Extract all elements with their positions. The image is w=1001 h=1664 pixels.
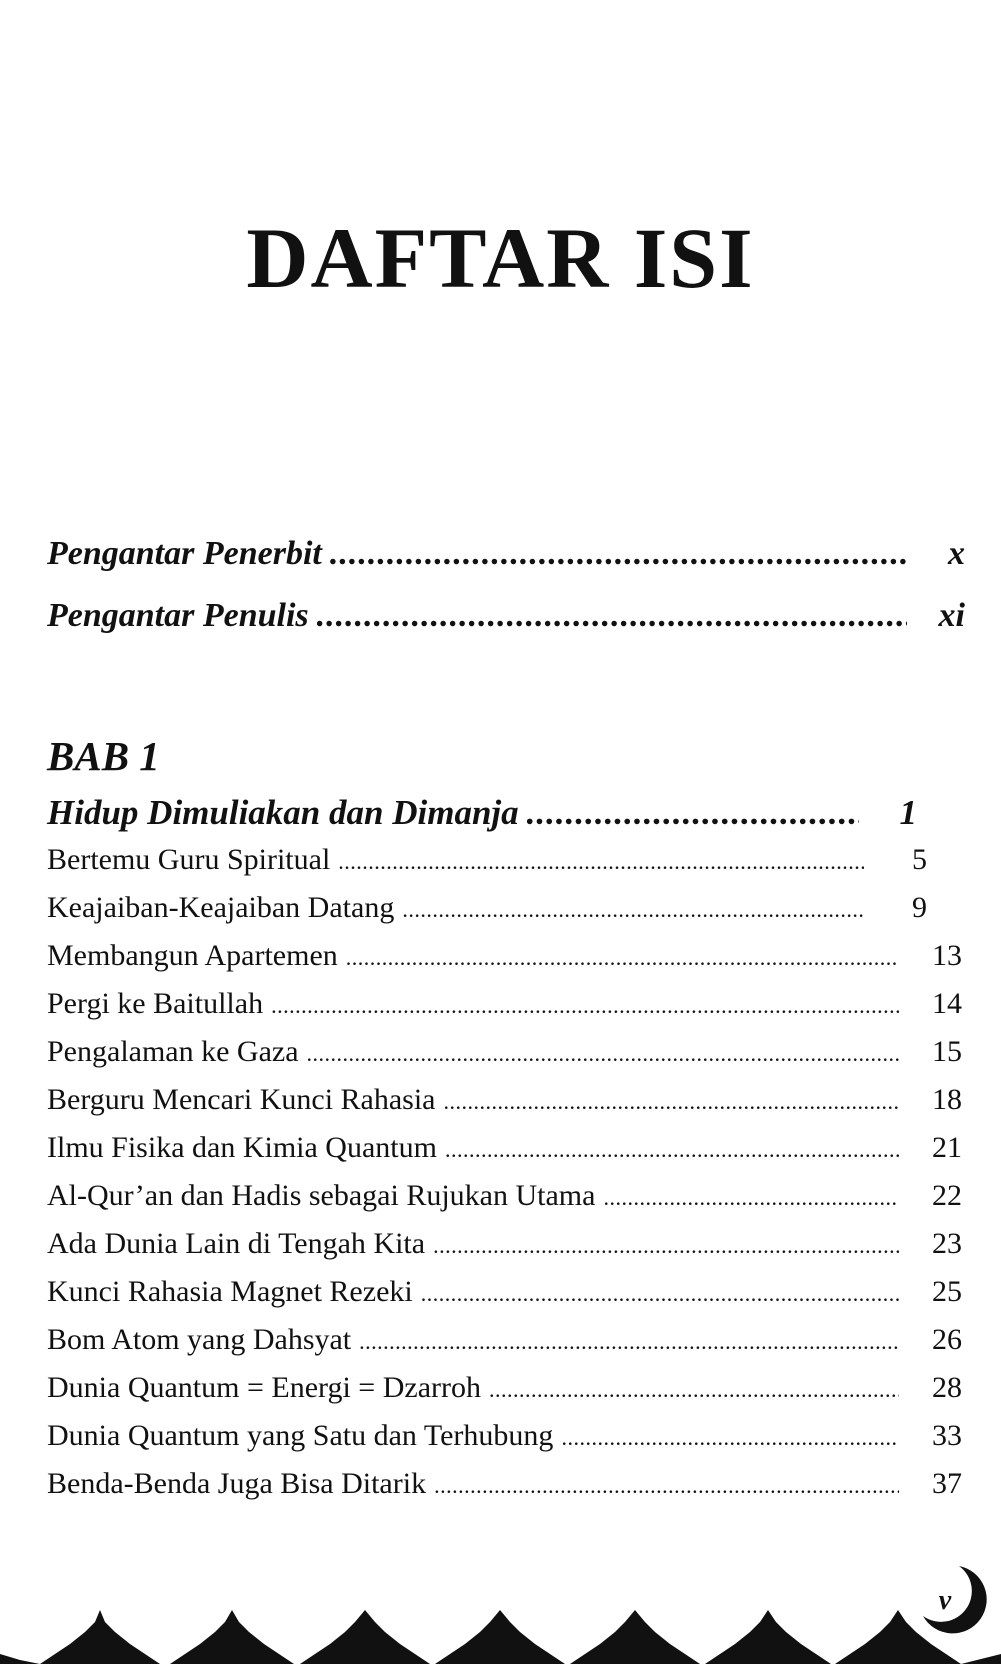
toc-entry-label: Kunci Rahasia Magnet Rezeki (47, 1275, 413, 1308)
dot-leader (402, 897, 864, 923)
dot-leader (330, 535, 907, 573)
toc-entry-label: Benda-Benda Juga Bisa Ditarik (47, 1467, 427, 1500)
toc-entry-section[interactable] (47, 1083, 962, 1117)
toc-entry-page: 9 (912, 891, 927, 924)
toc-entry-label: Dunia Quantum = Energi = Dzarroh (47, 1371, 482, 1404)
toc-entry-label: Pengantar Penerbit (47, 535, 322, 572)
dot-leader (359, 1329, 899, 1355)
chapter-title: Hidup Dimuliakan dan Dimanja (47, 793, 519, 832)
toc-entry-page: x (948, 535, 965, 572)
toc-entry-label: Membangun Apartemen (47, 939, 338, 972)
chapter-page: 1 (899, 793, 917, 832)
toc-entry-section[interactable] (47, 1035, 962, 1069)
dot-leader (445, 1137, 899, 1163)
dot-leader (527, 793, 859, 833)
toc-entry-label: Bertemu Guru Spiritual (47, 843, 331, 876)
toc-entry-label: Pengantar Penulis (47, 597, 309, 634)
toc-entry-chapter[interactable] (47, 793, 917, 833)
toc-entry-page: 18 (932, 1083, 962, 1116)
toc-entry-section[interactable] (47, 1275, 962, 1309)
toc-entry-page: 14 (932, 987, 962, 1020)
toc-entry-page: 23 (932, 1227, 962, 1260)
toc-entry-label: Bom Atom yang Dahsyat (47, 1323, 352, 1356)
toc-entry-section[interactable] (47, 1323, 962, 1357)
toc-entry-label: Dunia Quantum yang Satu dan Terhubung (47, 1419, 554, 1452)
toc-entry-page: 28 (932, 1371, 962, 1404)
dot-leader (338, 849, 864, 875)
toc-entry-page: 25 (932, 1275, 962, 1308)
dot-leader (317, 597, 907, 635)
dot-leader (271, 993, 899, 1019)
toc-entry-label: Berguru Mencari Kunci Rahasia (47, 1083, 436, 1116)
toc-entry-label: Pengalaman ke Gaza (47, 1035, 299, 1068)
toc-entry-front-matter[interactable] (47, 597, 965, 635)
toc-entry-label: Ilmu Fisika dan Kimia Quantum (47, 1131, 437, 1164)
toc-entry-section[interactable] (47, 1419, 962, 1453)
toc-entry-page: xi (938, 597, 965, 634)
toc-entry-page: 13 (932, 939, 962, 972)
toc-entry-section[interactable] (47, 987, 962, 1021)
toc-entry-page: 15 (932, 1035, 962, 1068)
page-title: DAFTAR ISI (246, 210, 755, 306)
toc-entry-section[interactable] (47, 1131, 962, 1165)
chapter-number: BAB 1 (47, 733, 160, 779)
toc-entry-section[interactable] (47, 1179, 962, 1213)
toc-entry-label: Al-Qur’an dan Hadis sebagai Rujukan Utama (47, 1179, 596, 1212)
toc-entry-label: Keajaiban-Keajaiban Datang (47, 891, 395, 924)
dot-leader (603, 1185, 899, 1211)
page-number: v (938, 1585, 952, 1616)
toc-entry-page: 33 (932, 1419, 962, 1452)
ornamental-border (0, 1604, 1001, 1664)
toc-entry-section[interactable] (47, 843, 927, 877)
toc-entry-section[interactable] (47, 1227, 962, 1261)
toc-entry-label: Pergi ke Baitullah (47, 987, 264, 1020)
toc-entry-page: 5 (912, 843, 927, 876)
dot-leader (489, 1377, 899, 1403)
toc-entry-front-matter[interactable] (47, 535, 965, 573)
dot-leader (307, 1041, 899, 1067)
dot-leader (433, 1233, 899, 1259)
dot-leader (434, 1473, 899, 1499)
toc-entry-page: 26 (932, 1323, 962, 1356)
toc-entry-label: Ada Dunia Lain di Tengah Kita (47, 1227, 426, 1260)
dot-leader (561, 1425, 899, 1451)
toc-entry-section[interactable] (47, 891, 927, 925)
dot-leader (421, 1281, 899, 1307)
toc-entry-section[interactable] (47, 1467, 962, 1501)
toc-entry-section[interactable] (47, 1371, 962, 1405)
dot-leader (346, 945, 899, 971)
toc-entry-page: 21 (932, 1131, 962, 1164)
toc-entry-section[interactable] (47, 939, 962, 973)
toc-entry-page: 37 (932, 1467, 962, 1500)
toc-entry-page: 22 (932, 1179, 962, 1212)
dot-leader (444, 1089, 900, 1115)
